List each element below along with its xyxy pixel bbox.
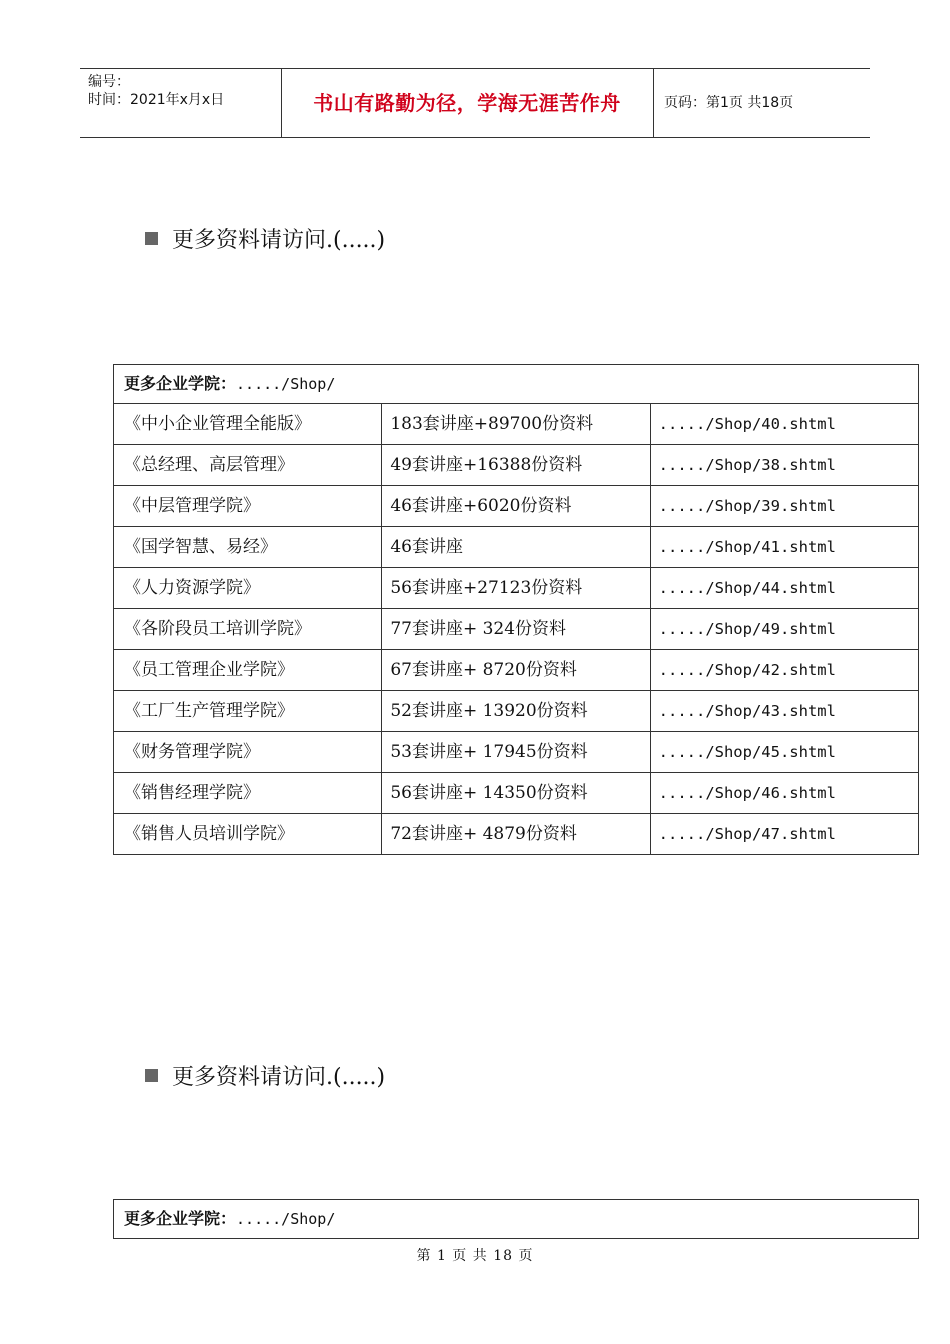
academy-table-2-title — [114, 1200, 919, 1239]
table-row — [114, 650, 919, 691]
header-motto: 书山有路勤为径，学海无涯苦作舟 — [281, 69, 654, 137]
academy-link-cell[interactable]: ...../Shop/44.shtml — [650, 568, 918, 609]
academy-content-cell: 77套讲座+ 324份资料 — [382, 609, 650, 650]
table-row — [114, 609, 919, 650]
table-row — [114, 568, 919, 609]
academy-content-cell: 52套讲座+ 13920份资料 — [382, 691, 650, 732]
academy-title-label-2: 更多企业学院： — [124, 1209, 237, 1228]
academy-content-cell: 183套讲座+89700份资料 — [382, 404, 650, 445]
visit-more-text-2: 更多资料请访问.(.....) — [172, 1065, 386, 1090]
academy-content-cell: 67套讲座+ 8720份资料 — [382, 650, 650, 691]
academy-content-cell: 56套讲座+27123份资料 — [382, 568, 650, 609]
academy-table-2 — [113, 1199, 919, 1239]
academy-name-cell: 《人力资源学院》 — [114, 568, 382, 609]
academy-content-cell: 49套讲座+16388份资料 — [382, 445, 650, 486]
table-row — [114, 773, 919, 814]
document-number: 编号： — [88, 74, 130, 90]
academy-table-2-title-row — [114, 1200, 919, 1239]
academy-content-cell: 53套讲座+ 17945份资料 — [382, 732, 650, 773]
visit-more-heading — [145, 226, 385, 256]
academy-link-cell[interactable]: ...../Shop/45.shtml — [650, 732, 918, 773]
academy-link-cell[interactable]: ...../Shop/47.shtml — [650, 814, 918, 855]
academy-table-title-row — [114, 365, 919, 404]
table-row — [114, 486, 919, 527]
academy-title-label: 更多企业学院： — [124, 374, 237, 393]
academy-name-cell: 《总经理、高层管理》 — [114, 445, 382, 486]
academy-name-cell: 《各阶段员工培训学院》 — [114, 609, 382, 650]
header-page-info: 页码：第1页 共18页 — [664, 95, 794, 111]
visit-more-text: 更多资料请访问.(.....) — [172, 228, 386, 253]
academy-link-cell[interactable]: ...../Shop/38.shtml — [650, 445, 918, 486]
square-bullet-icon — [145, 232, 158, 245]
header-meta — [80, 69, 282, 137]
academy-link-cell[interactable]: ...../Shop/41.shtml — [650, 527, 918, 568]
document-date: 时间：2021年x月x日 — [88, 92, 225, 108]
academy-name-cell: 《销售经理学院》 — [114, 773, 382, 814]
academy-title-link[interactable]: ...../Shop/ — [236, 375, 336, 393]
academy-link-cell[interactable]: ...../Shop/46.shtml — [650, 773, 918, 814]
academy-table — [113, 364, 919, 855]
page-header — [80, 68, 870, 138]
academy-content-cell: 46套讲座+6020份资料 — [382, 486, 650, 527]
table-row — [114, 404, 919, 445]
academy-link-cell[interactable]: ...../Shop/40.shtml — [650, 404, 918, 445]
academy-name-cell: 《工厂生产管理学院》 — [114, 691, 382, 732]
academy-content-cell: 46套讲座 — [382, 527, 650, 568]
page-footer: 第 1 页 共 18 页 — [416, 1248, 534, 1264]
visit-more-heading-2 — [145, 1063, 385, 1093]
table-row — [114, 527, 919, 568]
academy-name-cell: 《中层管理学院》 — [114, 486, 382, 527]
academy-content-cell: 72套讲座+ 4879份资料 — [382, 814, 650, 855]
academy-name-cell: 《销售人员培训学院》 — [114, 814, 382, 855]
academy-name-cell: 《国学智慧、易经》 — [114, 527, 382, 568]
academy-table-title — [114, 365, 919, 404]
academy-content-cell: 56套讲座+ 14350份资料 — [382, 773, 650, 814]
table-row — [114, 691, 919, 732]
academy-name-cell: 《财务管理学院》 — [114, 732, 382, 773]
academy-link-cell[interactable]: ...../Shop/42.shtml — [650, 650, 918, 691]
table-row — [114, 814, 919, 855]
table-row — [114, 732, 919, 773]
square-bullet-icon — [145, 1069, 158, 1082]
academy-link-cell[interactable]: ...../Shop/39.shtml — [650, 486, 918, 527]
academy-name-cell: 《中小企业管理全能版》 — [114, 404, 382, 445]
academy-link-cell[interactable]: ...../Shop/49.shtml — [650, 609, 918, 650]
table-row — [114, 445, 919, 486]
academy-link-cell[interactable]: ...../Shop/43.shtml — [650, 691, 918, 732]
academy-title-link-2[interactable]: ...../Shop/ — [236, 1210, 336, 1228]
academy-name-cell: 《员工管理企业学院》 — [114, 650, 382, 691]
